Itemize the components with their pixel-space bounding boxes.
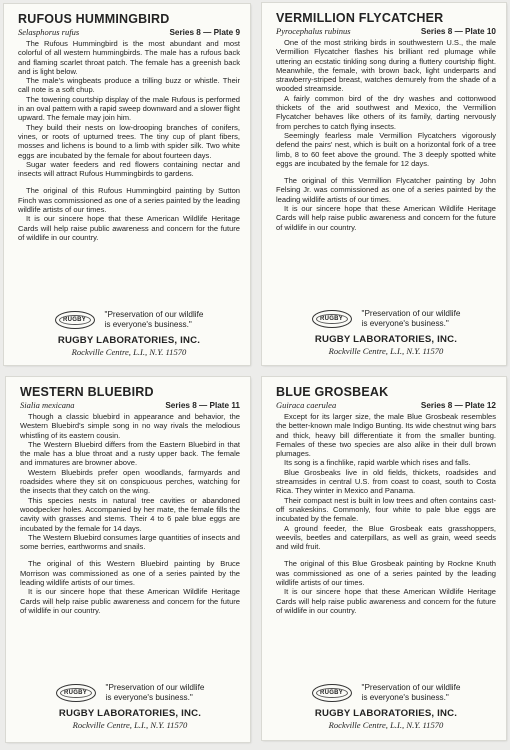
- card-subtitle-row: [18, 27, 240, 37]
- motto-line: is everyone's business.": [104, 319, 192, 329]
- company-name: RUGBY LABORATORIES, INC.: [57, 335, 201, 347]
- scientific-name: Selasphorus rufus: [18, 27, 80, 37]
- paragraph: It is our sincere hope that these American Wildlife Heritage Cards will help raise public awareness and concern for the future of wildlife in our country.: [20, 587, 240, 615]
- paragraph: The Western Bluebird consumes large quantities of insects and some berries, earthworms and snails.: [20, 532, 240, 552]
- card-body: [276, 412, 496, 615]
- paragraph: The Rufous Hummingbird is the most abundant and most colorful of all western hummingbirds. The male has a rufous back and flaming scarlet throat patch. The female has a greenish back and is light below.: [18, 39, 240, 76]
- card-subtitle-row: [276, 26, 496, 36]
- paragraph: This species nests in natural tree cavities or abandoned woodpecker holes. Accompanied by her mate, the female fills the cavity with grasses and stems. Their 4 to 6 pale blue eggs are incubated by the female for 14 days.: [20, 495, 240, 533]
- card-footer: [276, 309, 496, 356]
- company-name: RUGBY LABORATORIES, INC.: [314, 334, 458, 346]
- company-address: Rockville Centre, L.I., N.Y. 11570: [328, 720, 444, 731]
- paragraph: The towering courtship display of the male Rufous is performed in an oval pattern with a rapid sweep downward and a slower flight upward. The female may join him.: [18, 94, 240, 123]
- paragraph: Blue Grosbeaks live in old fields, thickets, roadsides and streamsides in central U.S. from coast to coast, south to Costa Rica. They winter in Mexico and Panama.: [276, 467, 496, 496]
- motto: [362, 309, 461, 328]
- card-subtitle-row: [276, 400, 496, 410]
- motto: [362, 683, 461, 702]
- motto-line: "Preservation of our wildlife: [104, 310, 204, 319]
- scientific-name: Pyrocephalus rubinus: [276, 26, 351, 36]
- rugby-logo: RUGBY: [55, 311, 95, 329]
- paragraph: A ground feeder, the Blue Grosbeak eats grasshoppers, weevils, beetles and caterpillars, as well as grain, weed seeds and wild fruit.: [276, 523, 496, 552]
- card-footer: [20, 683, 240, 730]
- card-title: WESTERN BLUEBIRD: [20, 385, 154, 399]
- company-address: Rockville Centre, L.I., N.Y. 11570: [328, 346, 444, 357]
- motto-line: is everyone's business.": [361, 318, 449, 328]
- card-footer: [18, 310, 240, 357]
- motto-line: "Preservation of our wildlife: [105, 683, 205, 692]
- paragraph: The original of this Vermillion Flycatcher painting by John Felsing Jr. was commissioned as one of a series painted by the leading wildlife artists of our times.: [276, 176, 496, 204]
- card-title: RUFOUS HUMMINGBIRD: [18, 12, 170, 26]
- motto-row: [276, 683, 496, 702]
- paragraph: They build their nests on low-drooping branches of conifers, vines, or roots of upturned trees. The tiny cup of plant fibers, mosses and lichens is bound to a limb with spider silk. Two white eggs are incubated by the female for about fourteen days.: [18, 122, 240, 160]
- series-plate: Series 8 — Plate 9: [169, 28, 240, 37]
- motto-row: [276, 309, 496, 328]
- motto: [106, 683, 205, 702]
- motto-row: [20, 683, 240, 702]
- paragraph: A fairly common bird of the dry washes and cottonwood thickets of the arid southwest and Mexico, the Vermillion Flycatcher behaves like others of its family, darting nervously from perches to catch flying insects.: [276, 93, 496, 131]
- paragraph: It is our sincere hope that these American Wildlife Heritage Cards will help raise public awareness and concern for the future of wildlife in our country.: [276, 587, 496, 615]
- card-body: [18, 39, 240, 242]
- motto-line: is everyone's business.": [105, 692, 193, 702]
- motto: [105, 310, 204, 329]
- paragraph: The original of this Blue Grosbeak painting by Rockne Knuth was commissioned as one of a series painted by the leading wildlife artists of our times.: [276, 559, 496, 588]
- motto-line: "Preservation of our wildlife: [361, 309, 461, 318]
- paragraph: The original of this Rufous Hummingbird painting by Sutton Finch was commissioned as one of a series painted by the leading wildlife artists of our times.: [18, 186, 240, 215]
- paragraph: The original of this Western Bluebird painting by Bruce Morrison was commissioned as one of a series painted by the leading wildlife artists of our times.: [20, 559, 240, 588]
- series-plate: Series 8 — Plate 11: [165, 401, 240, 410]
- card-blue-grosbeak: [262, 377, 506, 740]
- series-plate: Series 8 — Plate 10: [420, 27, 496, 36]
- rugby-logo: RUGBY: [56, 684, 96, 702]
- series-plate: Series 8 — Plate 12: [420, 401, 496, 410]
- paragraph: Its song is a finchlike, rapid warble which rises and falls.: [284, 458, 471, 468]
- company-name: RUGBY LABORATORIES, INC.: [58, 708, 202, 720]
- motto-line: is everyone's business.": [361, 692, 449, 702]
- company-name: RUGBY LABORATORIES, INC.: [314, 708, 458, 720]
- card-subtitle-row: [20, 400, 240, 410]
- motto-line: "Preservation of our wildlife: [361, 683, 461, 692]
- paragraph: The Western Bluebird differs from the Eastern Bluebird in that the male has a blue throat and a rusty upper back. The female and immatures are browner above.: [20, 439, 240, 468]
- rugby-logo: RUGBY: [312, 684, 352, 702]
- card-rufous-hummingbird: [4, 4, 250, 365]
- card-footer: [276, 683, 496, 730]
- paragraph: It is our sincere hope that these American Wildlife Heritage Cards will help raise public awareness and concern for the future of wildlife in our country.: [276, 204, 496, 232]
- paragraph: Their compact nest is built in low trees and often contains cast-off snakeskins. Commonly, four white to pale blue eggs are incubated by the female.: [276, 495, 496, 524]
- card-title: BLUE GROSBEAK: [276, 385, 389, 399]
- card-vermillion-flycatcher: [262, 3, 506, 365]
- company-address: Rockville Centre, L.I., N.Y. 11570: [71, 347, 187, 358]
- company-address: Rockville Centre, L.I., N.Y. 11570: [72, 720, 188, 731]
- paragraph: Except for its larger size, the male Blue Grosbeak resembles the better-known male Indigo Bunting. Its wide chestnut wing bars and thick, heavy bill differentiate it from the smaller bunting. Females of these two species are also alike in their dull brown plumages.: [276, 412, 496, 459]
- scientific-name: Sialia mexicana: [20, 400, 75, 410]
- scientific-name: Guiraca caerulea: [276, 400, 337, 410]
- rugby-logo: RUGBY: [312, 310, 352, 328]
- motto-row: [18, 310, 240, 329]
- paragraph: Sugar water feeders and red flowers containing nectar and insects will attract Rufous Hummingbirds to gardens.: [18, 159, 240, 179]
- card-title: VERMILLION FLYCATCHER: [276, 11, 444, 25]
- card-body: [276, 38, 496, 232]
- paragraph: The male's wingbeats produce a trilling buzz or whistle. Their call note is a soft chup.: [18, 76, 240, 95]
- paragraph: Western Bluebirds prefer open woodlands, farmyards and roadsides where they sit on conspicuous perches, watching for the insects that they catch on the wing.: [20, 467, 240, 496]
- card-body: [20, 412, 240, 615]
- card-western-bluebird: [6, 377, 250, 742]
- paragraph: Though a classic bluebird in appearance and behavior, the Western Bluebird's simple song in no way rivals the melodious whistling of its eastern cousin.: [20, 412, 240, 440]
- paragraph: One of the most striking birds in southwestern U.S., the male Vermillion Flycatcher flashes his brilliant red plumage while uttering an ecstatic tinkling song during a fluttery courtship flight. Meanwhile, the female, with brown back, light underparts and strawberry-striped breast, watches demurely from the shade of a wooded streamside.: [276, 38, 496, 94]
- paragraph: Seemingly fearless male Vermillion Flycatchers vigorously defend the pairs' nest, which is built on a horizontal fork of a tree limb, 8 to 60 feet above the ground. The 3 deeply spotted white eggs are incubated by the female for 12 days.: [276, 130, 496, 168]
- paragraph: It is our sincere hope that these American Wildlife Heritage Cards will help raise public awareness and concern for the future of wildlife in our country.: [18, 214, 240, 242]
